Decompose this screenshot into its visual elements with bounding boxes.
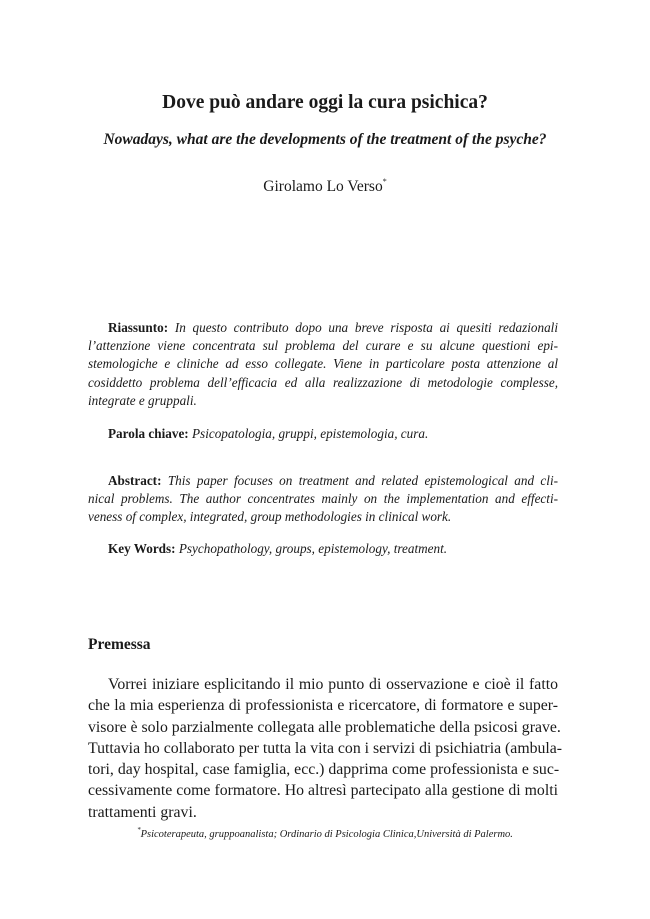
body-line: Tuttavia ho collaborato per tutta la vita con i servizi di psichiatria (ambula- <box>88 739 563 757</box>
section-heading: Premessa <box>88 636 151 653</box>
body-line: Vorrei iniziare esplicitando il mio punto di osservazione e cioè il fatto <box>108 676 558 693</box>
body-line: che la mia esperienza di professionista e ricercatore, di formatore e super- <box>88 697 558 715</box>
paper-subtitle: Nowadays, what are the developments of the treatment of the psyche? <box>103 131 547 148</box>
parola-chiave-block <box>88 425 558 443</box>
author-line <box>0 177 650 196</box>
footnote <box>0 826 650 840</box>
abstract-block <box>88 472 558 527</box>
footnote-text: Psicoterapeuta, gruppoanalista; Ordinario di Psicologia Clinica,Università di Palermo. <box>140 829 513 840</box>
riassunto-line: integrate e gruppali. <box>88 392 197 408</box>
body-paragraph <box>88 674 563 823</box>
footnote-mark: * <box>137 826 141 834</box>
riassunto-line: cosiddetto problema dell’efficacia ed alla realizzazione di metodologie complesse, <box>88 374 558 390</box>
abstract-label: Abstract: <box>108 473 162 488</box>
key-words-label: Key Words: <box>108 541 176 556</box>
body-line: cessivamente come formatore. Ho altresì partecipato alla gestione di molti <box>88 782 558 800</box>
body-line: visore è solo parzialmente collegata alle problematiche della psicosi grave. <box>88 718 561 736</box>
riassunto-line: stemologiche e cliniche ad esso collegate. Viene in particolare posta attenzione al <box>88 356 558 372</box>
author-name: Girolamo Lo Verso <box>263 178 383 195</box>
paper-title: Dove può andare oggi la cura psichica? <box>162 92 488 113</box>
key-words-text: Psychopathology, groups, epistemology, treatment. <box>178 541 448 556</box>
abstract-line: Abstract: This paper focuses on treatment and related epistemological and cli- <box>108 473 559 488</box>
riassunto-line: l’attenzione viene concentrata sul problema del curare e su alcune questioni epi- <box>88 338 558 354</box>
parola-chiave-label: Parola chiave: <box>108 426 189 441</box>
riassunto-line: Riassunto: In questo contributo dopo una breve risposta ai quesiti redazionali <box>108 320 558 335</box>
riassunto-label: Riassunto: <box>108 320 169 335</box>
author-footnote-mark: * <box>382 177 387 186</box>
body-line: trattamenti gravi. <box>88 803 197 821</box>
key-words-block <box>88 540 558 558</box>
abstract-line: veness of complex, integrated, group methodologies in clinical work. <box>88 509 452 525</box>
body-line: tori, day hospital, case famiglia, ecc.) dapprima come professionista e suc- <box>88 761 560 779</box>
parola-chiave-text: Psicopatologia, gruppi, epistemologia, cura. <box>192 426 429 441</box>
abstract-line: nical problems. The author concentrates mainly on the implementation and effecti- <box>88 491 558 507</box>
riassunto-block <box>88 319 558 410</box>
